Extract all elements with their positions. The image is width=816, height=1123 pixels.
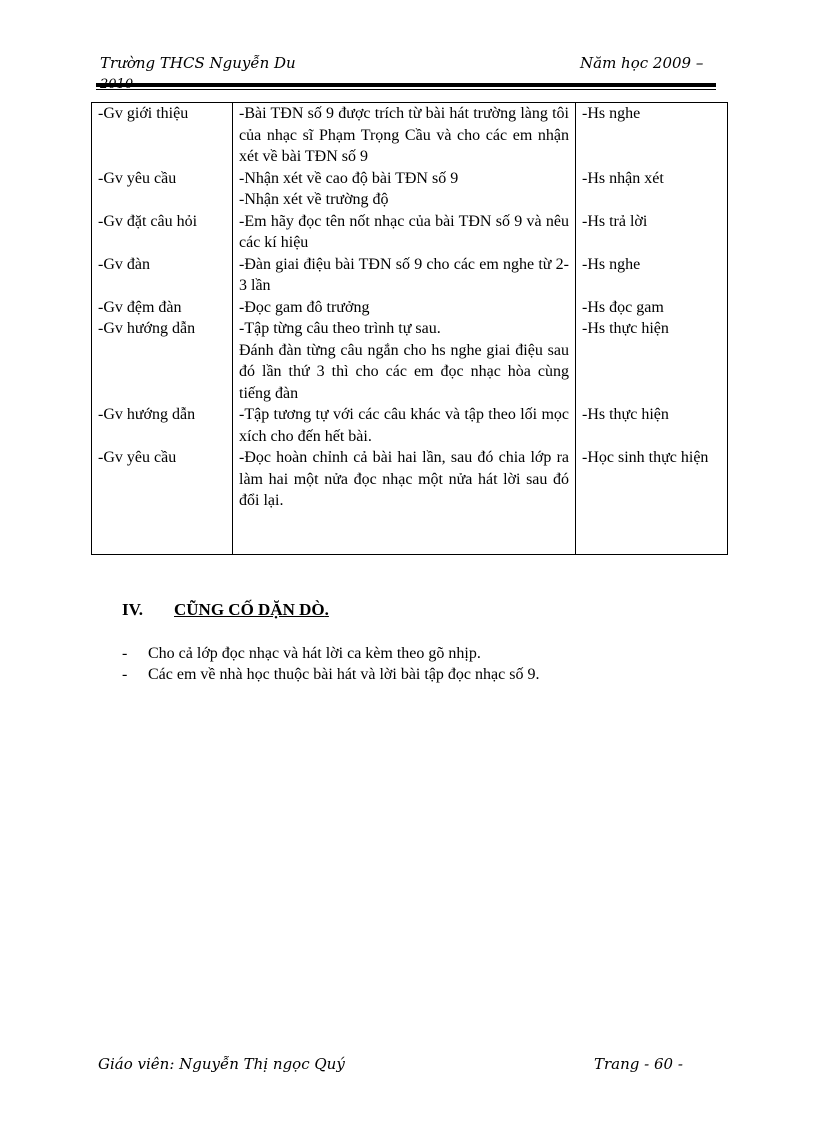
- bullet-item: [122, 664, 539, 685]
- table-row: [92, 447, 728, 512]
- content-cell: -Em hãy đọc tên nốt nhạc của bài TĐN số 9 và nêu các kí hiệu: [233, 211, 576, 254]
- content-cell: -Bài TĐN số 9 được trích từ bài hát trường làng tôi của nhạc sĩ Phạm Trọng Cầu và cho các em nhận xét về bài TĐN số 9: [233, 103, 576, 168]
- header-school-year: Năm học 2009 –: [580, 54, 704, 72]
- content-cell: -Đọc gam đô trưởng: [233, 297, 576, 319]
- student-activity-cell: -Hs đọc gam: [576, 297, 728, 319]
- student-activity-cell: -Hs trả lời: [576, 211, 728, 254]
- student-activity-cell: -Hs thực hiện: [576, 318, 728, 404]
- table-row: [92, 168, 728, 211]
- teacher-activity-cell: -Gv hướng dẫn: [92, 404, 233, 447]
- table-row: [92, 297, 728, 319]
- content-cell: -Nhận xét về cao độ bài TĐN số 9 -Nhận xét về trường độ: [233, 168, 576, 211]
- table-row: [92, 103, 728, 168]
- header-school-name: Trường THCS Nguyễn Du: [100, 54, 296, 72]
- table-row: [92, 404, 728, 447]
- header-rule-thin: [96, 89, 716, 90]
- teacher-activity-cell: -Gv yêu cầu: [92, 168, 233, 211]
- student-activity-cell: -Học sinh thực hiện: [576, 447, 728, 512]
- teacher-activity-cell: -Gv đệm đàn: [92, 297, 233, 319]
- spacer-cell: [233, 512, 576, 555]
- section-bullet-list: [122, 643, 539, 685]
- content-cell: -Đàn giai điệu bài TĐN số 9 cho các em nghe từ 2-3 lần: [233, 254, 576, 297]
- section-number: IV.: [122, 600, 143, 619]
- lesson-activity-table: [91, 102, 728, 555]
- student-activity-cell: -Hs nghe: [576, 254, 728, 297]
- student-activity-cell: -Hs nhận xét: [576, 168, 728, 211]
- table-row: [92, 254, 728, 297]
- teacher-activity-cell: -Gv hướng dẫn: [92, 318, 233, 404]
- teacher-activity-cell: -Gv đặt câu hỏi: [92, 211, 233, 254]
- content-cell: -Tập tương tự với các câu khác và tập theo lối mọc xích cho đến hết bài.: [233, 404, 576, 447]
- footer-page-number: Trang - 60 -: [594, 1055, 683, 1073]
- header-rule-thick: [96, 83, 716, 87]
- section-title: CŨNG CỐ DẶN DÒ.: [174, 600, 329, 619]
- content-cell: -Tập từng câu theo trình tự sau. Đánh đàn từng câu ngắn cho hs nghe giai điệu sau đó lần thứ 3 thì cho các em đọc nhạc hòa cùng tiếng đàn: [233, 318, 576, 404]
- bullet-dash: -: [122, 666, 128, 683]
- teacher-activity-cell: -Gv yêu cầu: [92, 447, 233, 512]
- footer-teacher-name: Giáo viên: Nguyễn Thị ngọc Quý: [98, 1055, 345, 1073]
- table-row: [92, 211, 728, 254]
- spacer-cell: [92, 512, 233, 555]
- bullet-text: Các em về nhà học thuộc bài hát và lời bài tập đọc nhạc số 9.: [148, 666, 540, 683]
- bullet-dash: -: [122, 645, 128, 662]
- bullet-item: [122, 643, 539, 664]
- table-spacer-row: [92, 512, 728, 555]
- table-row: [92, 318, 728, 404]
- student-activity-cell: -Hs thực hiện: [576, 404, 728, 447]
- content-cell: -Đọc hoàn chỉnh cả bài hai lần, sau đó chia lớp ra làm hai một nửa đọc nhạc một nửa hát lời sau đó đổi lại.: [233, 447, 576, 512]
- teacher-activity-cell: -Gv giới thiệu: [92, 103, 233, 168]
- student-activity-cell: -Hs nghe: [576, 103, 728, 168]
- bullet-text: Cho cả lớp đọc nhạc và hát lời ca kèm theo gõ nhịp.: [148, 645, 481, 662]
- spacer-cell: [576, 512, 728, 555]
- teacher-activity-cell: -Gv đàn: [92, 254, 233, 297]
